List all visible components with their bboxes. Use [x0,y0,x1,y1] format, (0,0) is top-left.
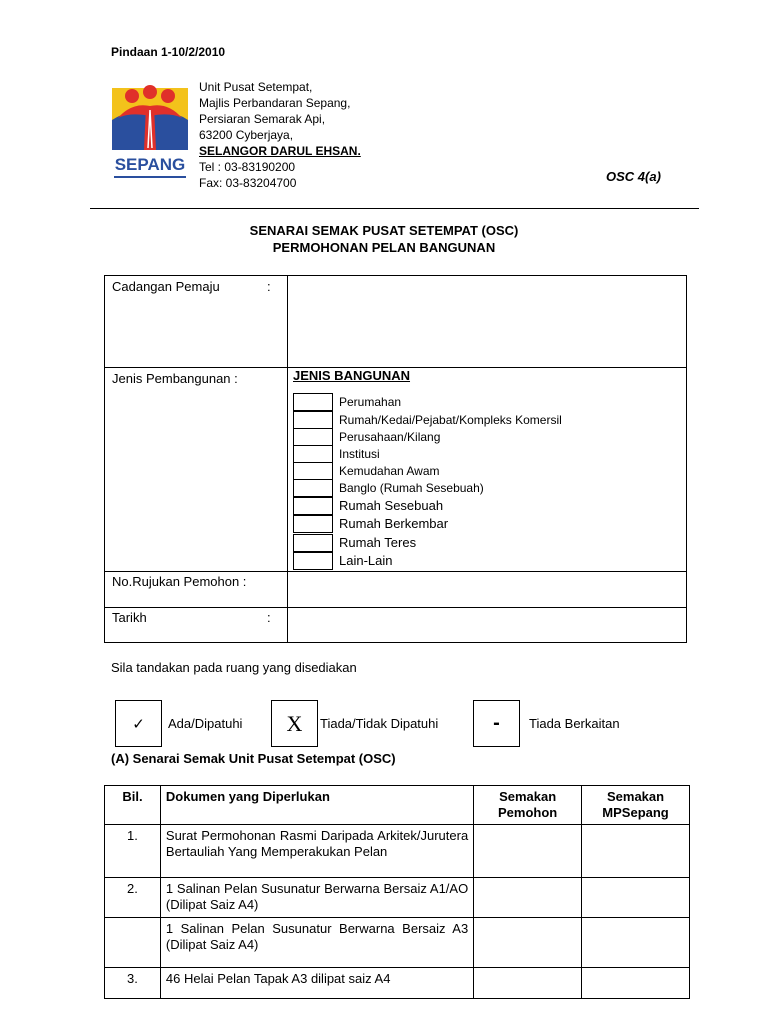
mpsepang-check-cell[interactable] [582,878,690,918]
legend-cross-box [271,700,318,747]
row-document: 46 Helai Pelan Tapak A3 dilipat saiz A4 [160,968,473,999]
sepang-logo [110,80,190,184]
building-type-label: Perusahaan/Kilang [339,430,441,444]
logo-wordmark: SEPANG [114,155,186,174]
building-type-label: Rumah Teres [339,535,417,550]
legend-label: Tiada/Tidak Dipatuhi [320,716,439,731]
legend-label: Tiada Berkaitan [529,716,620,731]
jenis-pembangunan-label: Jenis Pembangunan : [112,371,238,386]
row-number: 3. [105,968,161,999]
pemohon-check-cell[interactable] [474,968,582,999]
header-divider [90,208,699,209]
amendment-note: Pindaan 1-10/2/2010 [111,45,226,59]
tick-icon: ✓ [132,715,145,733]
row-document: 1 Salinan Pelan Susunatur Berwarna Bersaiz A1/AO (Dilipat Saiz A4) [160,878,473,918]
mpsepang-check-cell[interactable] [582,918,690,968]
checkbox-komersil[interactable] [293,411,333,429]
checkbox-rumah-berkembar[interactable] [293,515,333,533]
checkbox-lain-lain[interactable] [293,552,333,570]
address-line: Unit Pusat Setempat, [199,80,313,94]
checkbox-banglo[interactable] [293,479,333,497]
col-semakan-pemohon: Semakan Pemohon [474,786,582,825]
form-code: OSC 4(a) [606,169,661,184]
cadangan-label: Cadangan Pemaju [112,279,220,294]
pemohon-check-cell[interactable] [474,878,582,918]
tarikh-label: Tarikh [112,610,147,625]
row-document: Surat Permohonan Rasmi Daripada Arkitek/Jurutera Bertauliah Yang Memperakukan Pelan [160,825,473,878]
col-semakan-mpsepang: Semakan MPSepang [582,786,690,825]
colon: : [267,610,271,625]
mpsepang-check-cell[interactable] [582,968,690,999]
col-bil: Bil. [105,786,161,825]
address-line: 63200 Cyberjaya, [199,128,294,142]
document-subtitle: PERMOHONAN PELAN BANGUNAN [272,240,496,255]
checkbox-institusi[interactable] [293,445,333,463]
pemohon-check-cell[interactable] [474,825,582,878]
colon: : [267,279,271,294]
building-type-label: Perumahan [339,395,402,409]
section-a-heading: (A) Senarai Semak Unit Pusat Setempat (OSC) [111,751,396,766]
fax: Fax: 03-83204700 [199,176,297,190]
cross-icon: X [286,710,303,736]
building-type-label: Kemudahan Awam [339,464,440,478]
building-type-label: Institusi [339,447,380,461]
table-header-row [105,786,690,825]
row-number: 1. [105,825,161,878]
checkbox-rumah-teres[interactable] [293,534,333,552]
legend-label: Ada/Dipatuhi [168,716,243,731]
address-block [199,79,361,191]
document-title: SENARAI SEMAK PUSAT SETEMPAT (OSC) [249,223,519,238]
checkbox-kemudahan-awam[interactable] [293,462,333,480]
rujukan-label: No.Rujukan Pemohon : [112,574,247,589]
legend-dash-box [473,700,520,747]
table-row [105,878,690,918]
row-number: 2. [105,878,161,918]
building-type-label: Banglo (Rumah Sesebuah) [339,481,484,495]
row-number [105,918,161,968]
checkbox-rumah-sesebuah[interactable] [293,497,333,515]
column-divider [287,276,288,642]
building-type-label: Rumah/Kedai/Pejabat/Kompleks Komersil [339,413,562,427]
address-line: Persiaran Semarak Api, [199,112,326,126]
building-type-label: Lain-Lain [339,553,393,568]
table-row [105,968,690,999]
building-type-label: Rumah Berkembar [339,516,449,531]
row-divider [105,607,686,608]
table-row [105,918,690,968]
col-dokumen: Dokumen yang Diperlukan [160,786,473,825]
telephone: Tel : 03-83190200 [199,160,296,174]
checkbox-perumahan[interactable] [293,393,333,411]
mpsepang-check-cell[interactable] [582,825,690,878]
pemohon-check-cell[interactable] [474,918,582,968]
row-divider [105,571,686,572]
checkbox-kilang[interactable] [293,428,333,446]
jenis-bangunan-heading: JENIS BANGUNAN [293,368,411,383]
document-checklist-table [104,785,690,999]
row-document: 1 Salinan Pelan Susunatur Berwarna Bersaiz A3 (Dilipat Saiz A4) [160,918,473,968]
application-info-table [104,275,687,643]
instruction-text: Sila tandakan pada ruang yang disediakan [111,660,357,675]
building-type-label: Rumah Sesebuah [339,498,444,513]
table-row [105,825,690,878]
dash-icon: - [493,712,500,734]
address-state: SELANGOR DARUL EHSAN. [199,144,361,158]
address-line: Majlis Perbandaran Sepang, [199,96,351,110]
legend-tick-box [115,700,162,747]
